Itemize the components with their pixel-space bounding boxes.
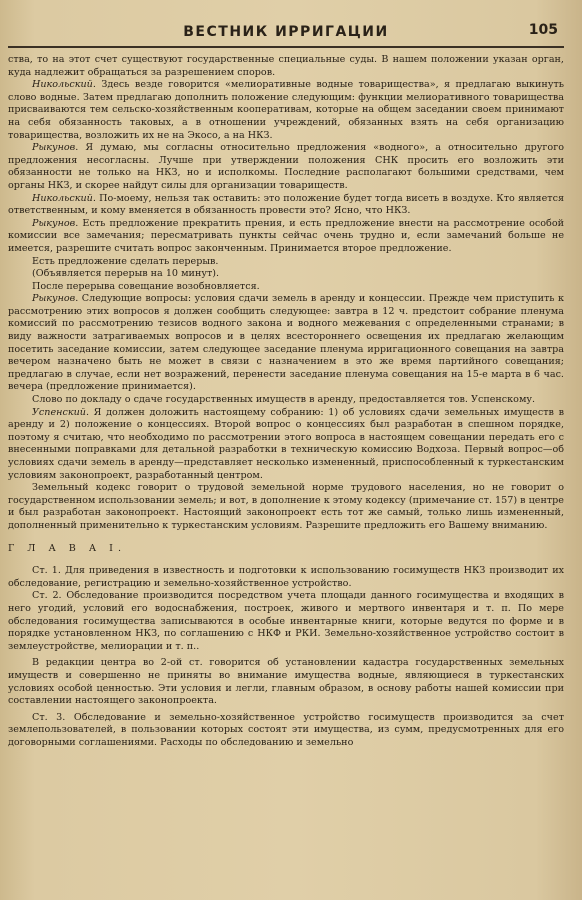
page-header [8, 20, 564, 48]
paragraph: Никольский. Здесь везде говорится «мелиоративные водные товарищества», я предлагаю выкинуть слово водные. Затем предлагаю дополнить положение следующим: функции мелиоративного товарищества присваиваются тем сельско-хозяйственным кооперативам, которые на общем заседании своем принимают на себя обязанность таковых, а в отношении учреждений, обязанных взять на себя организацию товарищества, возложить их не на Экосо, а на НКЗ. [8, 79, 564, 141]
speaker-name: Рыкунов. [32, 293, 79, 305]
speaker-name: Рыкунов. [32, 142, 79, 154]
paragraph: После перерыва совещание возобновляется. [32, 280, 260, 292]
page-body [8, 54, 564, 749]
paragraph: (Объявляется перерыв на 10 минут). [32, 268, 220, 280]
article: Ст. 3. Обследование и земельно-хозяйственное устройство госимуществ производится за счет землепользователей, в пользовании которых состоят эти имущества, из сумм, предусмотренных для его договорными соглашениями. Расходы по обследованию и земельно [8, 711, 564, 748]
article: В редакции центра во 2-ой ст. говорится об установлении кадастра государственных земельных имуществ и совершенно не приняты во внимание имущества водные, являющиеся в туркестанских условиях особой ценностью. Эти условия и легли, главным образом, в основу работы нашей комиссии при составлении настоящего законопроекта. [8, 657, 564, 707]
article: Ст. 1. Для приведения в известность и подготовки к использованию госимуществ НКЗ производит их обследование, регистрацию и земельно-хозяйственное устройство. [8, 565, 564, 589]
speaker-name: Успенский. [32, 406, 89, 418]
speaker-name: Никольский. [32, 192, 96, 204]
paragraph: Рыкунов. Следующие вопросы: условия сдачи земель в аренду и концессии. Прежде чем приступить к рассмотрению этих вопросов я должен сообщить следующее: завтра в 12 ч. предстоит собрание пленума комиссий по рассмотрению тезисов водного закона и водного межевания с определенными странами; в виду важности затрагиваемых вопросов и в целях всестороннего освещения их предлагаю желающим посетить заседание комиссии, затем следующее заседание пленума ирригационного совещания на завтра вечером назначено быть не может в связи с назначением в это же время партийного совещания; предлагаю в случае, если нет возражений, перенести заседание пленума совещания на 15-е марта в 6 час. вечера (предложение принимается). [8, 293, 564, 393]
speaker-name: Никольский. [32, 79, 96, 91]
paragraph: Никольский. По-моему, нельзя так оставить: это положение будет тогда висеть в воздухе. Кто является ответственным, и кому вменяется в обязанность провести это? Ясно, что НКЗ. [8, 192, 564, 217]
paragraph: ства, то на этот счет существуют государственные специальные суды. В нашем положении указан орган, куда надлежит обращаться за разрешением споров. [8, 54, 564, 78]
page-number: 105 [528, 22, 558, 38]
paragraph: Есть предложение сделать перерыв. [32, 255, 219, 267]
paragraph: Слово по докладу о сдаче государственных имуществ в аренду, предоставляется тов. Успенскому. [32, 394, 536, 406]
speaker-name: Рыкунов. [32, 217, 79, 229]
paragraph: Успенский. Я должен доложить настоящему собранию: 1) об условиях сдачи земельных имуществ в аренду и 2) положение о концессиях. Второй вопрос о концессиях был разработан в спешном порядке, поэтому я считаю, что необходимо по рассмотрении этого вопроса в настоящем совещании передать его с внесенными поправками для детальной разработки в техническую комиссию Водхоза. Первый вопрос—об условиях сдачи земель в аренду—представляет несколько измененный, приспособленный к туркестанским условиям законопроект, разработанный центром. [8, 406, 564, 481]
paragraph: Рыкунов. Есть предложение прекратить прения, и есть предложение внести на рассмотрение особой комиссии все замечания; пересматривать пункты сейчас очень трудно и, если замечаний больше не имеется, разрешите считать вопрос законченным. Принимается второе предложение. [8, 217, 564, 254]
paragraph: Земельный кодекс говорит о трудовой земельной норме трудового населения, но не говорит о государственном использовании земель; и вот, в дополнение к этому кодексу (примечание ст. 157) в центре и был разработан законопроект. Настоящий законопроект есть тот же самый, только лишь измененный, дополненный применительно к туркестанским условиям. Разрешите предложить его Вашему вниманию. [8, 482, 564, 531]
chapter-title: Г Л А В А I. [8, 542, 127, 554]
article: Ст. 2. Обследование производится посредством учета площади данного госимущества и входящих в него угодий, условий его водоснабжения, построек, живого и мертвого инвентаря и т. п. По мере обследования госимущества записываются в особые инвентарные книги, которые ведутся по форме и в порядке установленном НКЗ, по соглашению с НКФ и РКИ. Земельно-хозяйственное устройство состоит в землеустройстве, мелиорации и т. п.. [8, 590, 564, 652]
paragraph: Рыкунов. Я думаю, мы согласны относительно предложения «водного», а относительно другого предложения несогласны. Лучше при утверждении положения СНК просить его возложить эти обязанности не только на НКЗ, но и исполкомы. Последние располагают большими средствами, чем органы НКЗ, и скорее найдут силы для организации товариществ. [8, 142, 564, 191]
journal-title: ВЕСТНИК ИРРИГАЦИИ [183, 24, 389, 40]
